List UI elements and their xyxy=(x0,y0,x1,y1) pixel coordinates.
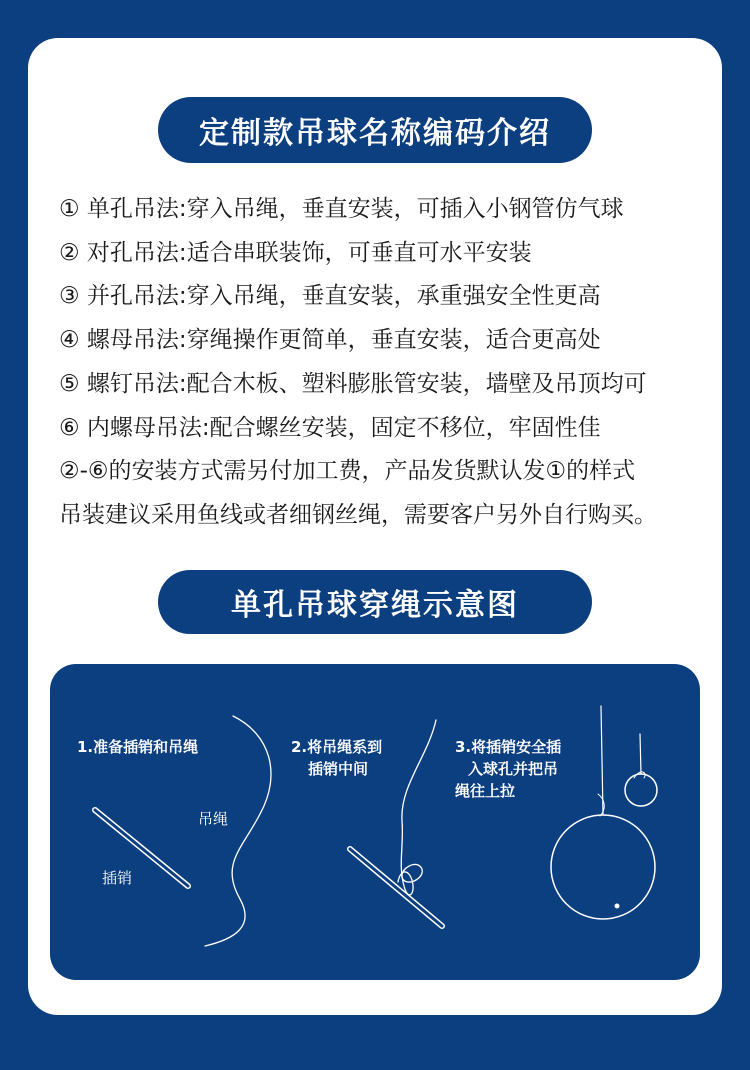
intro-line-6: ⑥ 内螺母吊法:配合螺丝安装，固定不移位，牢固性佳 xyxy=(59,414,601,441)
intro-note-1: ②-⑥的安装方式需另付加工费，产品发货默认发①的样式 xyxy=(59,458,636,485)
rope-label: 吊绳 xyxy=(198,810,229,828)
diagram-title: 单孔吊球穿绳示意图 xyxy=(158,570,592,634)
pin-label: 插销 xyxy=(102,869,133,887)
intro-line-2: ② 对孔吊法:适合串联装饰，可垂直可水平安装 xyxy=(59,239,532,266)
step-1-text: 1.准备插销和吊绳 xyxy=(77,738,199,756)
intro-list xyxy=(59,188,719,538)
big-ball xyxy=(551,815,655,919)
page-title: 定制款吊球名称编码介绍 xyxy=(158,97,592,163)
threading-illustration xyxy=(50,664,700,980)
step-3-text: 3.将插销安全插 入球孔并把吊 绳往上拉 xyxy=(455,738,562,800)
diagram-panel xyxy=(50,664,700,980)
content-card xyxy=(28,38,722,1015)
rope-shape-2 xyxy=(398,720,436,895)
small-ball xyxy=(625,774,657,806)
intro-note-2: 吊装建议采用鱼线或者细钢丝绳，需要客户另外自行购买。 xyxy=(59,501,657,528)
intro-line-3: ③ 并孔吊法:穿入吊绳，垂直安装，承重强安全性更高 xyxy=(59,283,601,310)
intro-line-5: ⑤ 螺钉吊法:配合木板、塑料膨胀管安装，墙壁及吊顶均可 xyxy=(59,370,647,397)
rope-shape-1 xyxy=(205,716,271,946)
pin-shape-2 xyxy=(350,849,442,926)
intro-line-1: ① 单孔吊法:穿入吊绳，垂直安装，可插入小钢管仿气球 xyxy=(59,196,624,222)
intro-line-4: ④ 螺母吊法:穿绳操作更简单，垂直安装，适合更高处 xyxy=(59,327,601,354)
step-2-text: 2.将吊绳系到 插销中间 xyxy=(291,738,383,778)
